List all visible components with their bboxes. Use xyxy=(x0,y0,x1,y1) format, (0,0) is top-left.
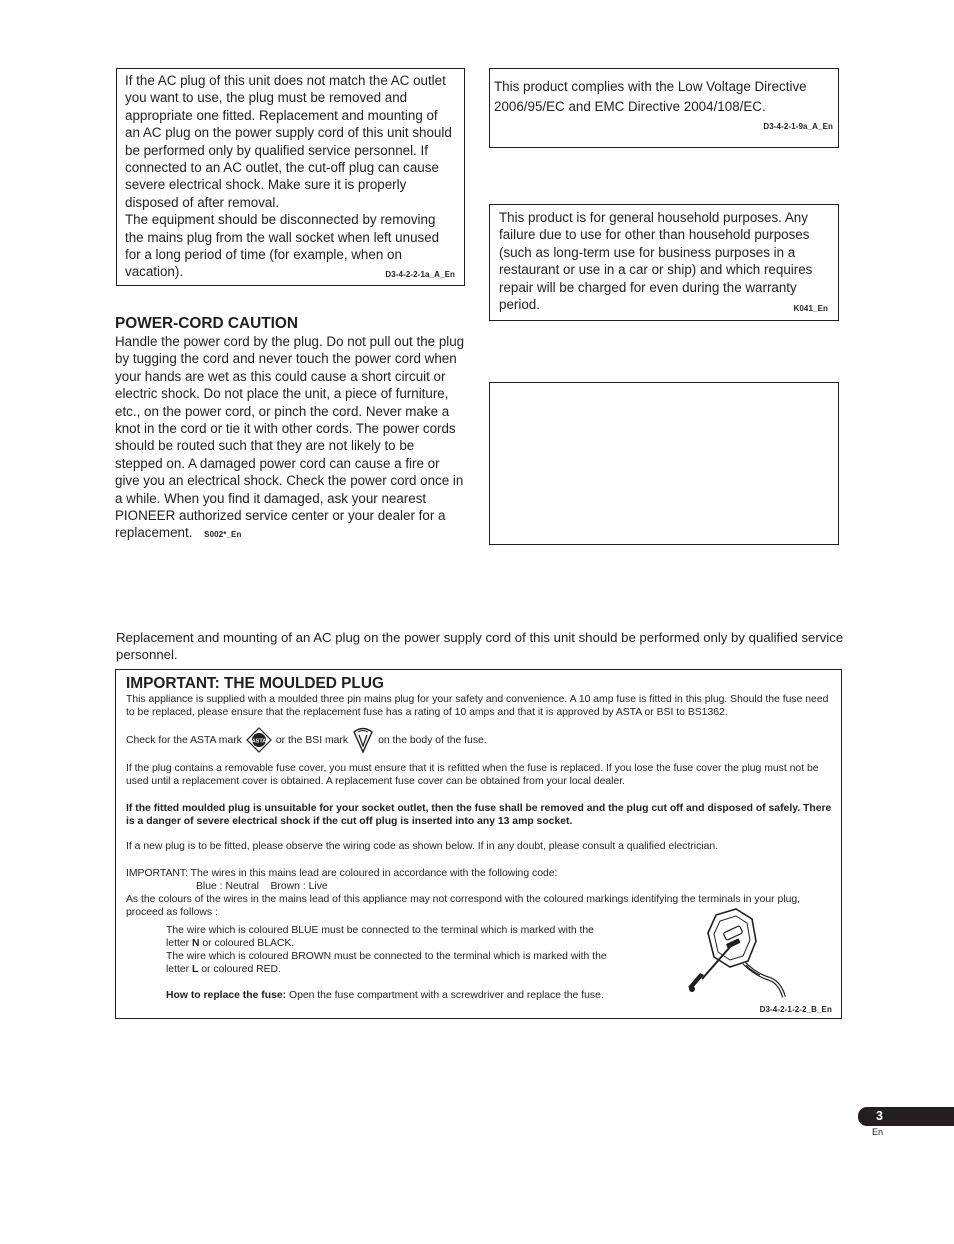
fuse-howto-text: Open the fuse compartment with a screwdriver and replace the fuse. xyxy=(286,990,604,1001)
household-use-box xyxy=(489,204,839,321)
fuse-howto-label: How to replace the fuse: xyxy=(166,990,287,1001)
ac-plug-paragraph-2: The equipment should be disconnected by removing the mains plug from the wall socket when left unused for a long period of time (for example, when on vacation). xyxy=(125,212,440,280)
power-cord-text: Handle the power cord by the plug. Do not pull out the plug by tugging the cord and never touch the power cord when your hands are wet as this could cause a short circuit or electric shock. Do not place the unit, a piece of furniture, etc., on the power cord, or pinch the cord. Never make a knot in the cord or tie it with other cords. The power cords should be routed such that they are not likely to be stepped on. A damaged power cord can cause a fire or give you an electrical shock. Check the power cord once in a while. When you find it damaged, ask your nearest PIONEER authorized service center or your dealer for a replacement. xyxy=(115,334,465,541)
asta-logo-text: ASTA xyxy=(251,738,267,745)
page-language-label: En xyxy=(872,1127,884,1137)
brown-wire-instruction: The wire which is coloured BROWN must be connected to the terminal which is marked with the letter L or coloured RED. xyxy=(166,951,607,975)
check-asta-text: Check for the ASTA mark xyxy=(126,734,242,746)
asta-mark-icon xyxy=(246,727,272,753)
empty-notice-box xyxy=(489,382,839,545)
cut-off-plug-warning: If the fitted moulded plug is unsuitable for your socket outlet, then the fuse shall be removed and the plug cut off and disposed of safely. There is a danger of severe electrical shock if the cut off plug is inserted into any 13 amp socket. xyxy=(126,803,832,827)
page-number-tab xyxy=(858,1107,954,1126)
neutral-letter: N xyxy=(192,938,200,949)
power-cord-reference-code: S002*_En xyxy=(204,530,242,540)
lvd-reference-code: D3-4-2-1-9a_A_En xyxy=(763,122,833,131)
page-number: 3 xyxy=(876,1109,883,1123)
live-letter: L xyxy=(192,964,199,975)
wire-colour-code: Blue : Neutral Brown : Live xyxy=(196,881,328,892)
replacement-note: Replacement and mounting of an AC plug on the power supply cord of this unit should be performed only by qualified service personnel. xyxy=(116,630,844,662)
lvd-text: This product complies with the Low Voltage Directive 2006/95/EC and EMC Directive 2004/108/EC. xyxy=(494,79,807,114)
blue-wire-instruction: The wire which is coloured BLUE must be connected to the terminal which is marked with the letter N or coloured BLACK. xyxy=(166,925,594,949)
fuse-mark-row xyxy=(126,726,832,754)
power-cord-heading: POWER-CORD CAUTION xyxy=(115,315,298,332)
fuse-cover-text: If the plug contains a removable fuse cover, you must ensure that it is refitted when the fuse is replaced. If you lose the fuse cover the plug must not be used until a replacement cover is obtained. A replacement fuse cover can be obtained from your local dealer. xyxy=(126,763,819,787)
ac-plug-notice-box xyxy=(116,68,465,286)
household-reference-code: K041_En xyxy=(793,304,828,313)
ac-plug-reference-code: D3-4-2-2-1a_A_En xyxy=(385,270,455,279)
new-plug-text: If a new plug is to be fitted, please observe the wiring code as shown below. If in any doubt, please consult a qualified electrician. xyxy=(126,841,719,852)
low-voltage-directive-box xyxy=(489,68,839,148)
plug-screwdriver-illustration xyxy=(686,907,786,999)
bsi-kitemark-icon xyxy=(352,726,374,754)
moulded-plug-intro: This appliance is supplied with a moulded three pin mains plug for your safety and convenience. A 10 amp fuse is fitted in this plug. Should the fuse need to be replaced, please ensure that the replacement fuse has a rating of 10 amps and that it is approved by ASTA or BSI to BS1362. xyxy=(126,694,829,718)
on-body-text: on the body of the fuse. xyxy=(378,734,487,746)
as-colours-text: As the colours of the wires in the mains lead of this appliance may not correspond with the coloured markings identifying the terminals in your plug, proceed as follows : xyxy=(126,894,801,918)
household-text: This product is for general household purposes. Any failure due to use for other than household purposes (such as long-term use for business purposes in a restaurant or use in a car or ship) and which requires repair will be charged for even during the warranty period. xyxy=(499,210,813,313)
wire-colour-intro: IMPORTANT: The wires in this mains lead are coloured in accordance with the following code: xyxy=(126,868,558,879)
power-cord-caution-section xyxy=(115,314,465,544)
moulded-plug-box xyxy=(115,669,842,1019)
moulded-plug-reference-code: D3-4-2-1-2-2_B_En xyxy=(759,1005,832,1014)
or-bsi-text: or the BSI mark xyxy=(275,734,349,746)
moulded-plug-heading: IMPORTANT: THE MOULDED PLUG xyxy=(126,675,384,692)
ac-plug-paragraph-1: If the AC plug of this unit does not match the AC outlet you want to use, the plug must be removed and appropriate one fitted. Replacement and mounting of an AC plug on the power supply cord of this unit should be performed only by qualified service personnel. If connected to an AC outlet, the cut-off plug can cause severe electrical shock. Make sure it is properly disposed of after removal. xyxy=(125,73,452,210)
